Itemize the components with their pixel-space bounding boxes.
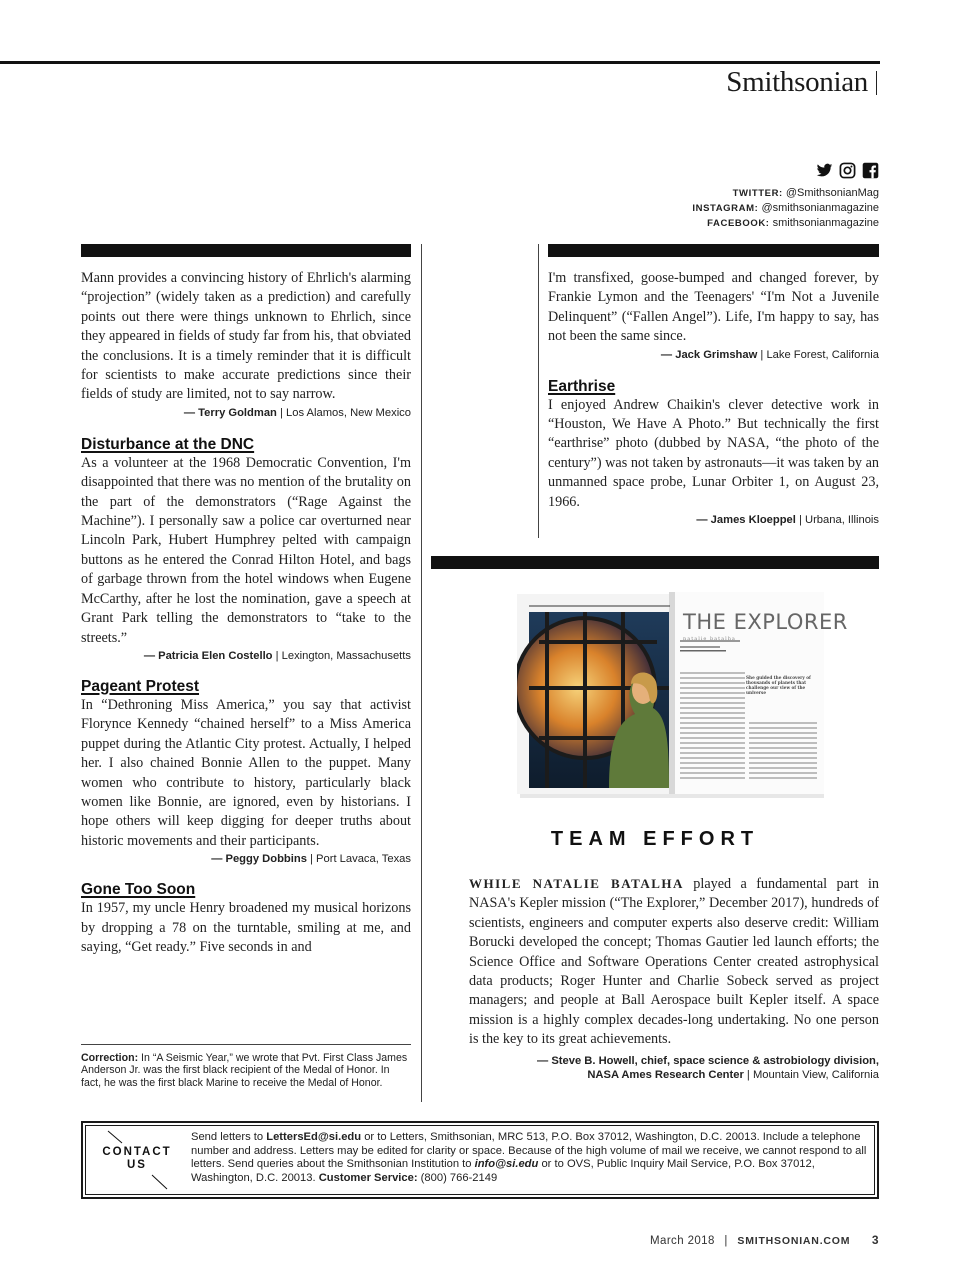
- location: Lake Forest, California: [766, 348, 879, 361]
- letter-cont-signature: — Jack Grimshaw | Lake Forest, California: [660, 348, 879, 361]
- heading-earthrise: Earthrise: [548, 377, 616, 395]
- contact-us-label: [96, 1146, 178, 1172]
- location: Urbana, Illinois: [805, 514, 879, 527]
- letter-earthrise-body: I enjoyed Andrew Chaikin's clever detective work in “Houston, We Have A Photo.” But technically the first “earthrise” photo (dubbed by NASA, “the photo of the century”) was not taken by astronauts—it was taken by an unmanned space probe, Lunar Orbiter 1, on August 23, 1966.: [548, 396, 879, 510]
- contact-text-2: or to Letters, Smithsonian, MRC 513, P.O. Box 37012, Washington, D.C. 20013. Include a telephone number and address. Letters may be edited for clarity or space. Because of the high volume of mail we receive, we cannot respond to all letters. Send queries about the Smithsonian Institution to: [191, 1131, 867, 1171]
- footer-page-number: 3: [871, 1233, 879, 1247]
- location: Mountain View, California: [752, 1068, 879, 1081]
- correction-label: Correction:: [81, 1052, 139, 1064]
- letter-cont-body: I'm transfixed, goose-bumped and changed forever, by Frankie Lymon and the Teenagers' “I'm Not a Juvenile Delinquent” (“Fallen Angel”). Life, I'm happy to say, has not been the same since.: [548, 270, 879, 345]
- correction-body: In “A Seismic Year,” we wrote that Pvt. First Class James Anderson Jr. was the first black recipient of the Medal of Honor. In fact, he was the first black Marine to receive the Medal of Honor.: [81, 1052, 408, 1089]
- author: — Peggy Dobbins: [211, 853, 307, 866]
- team-effort-signature: — Steve B. Howell, chief, space science & astrobiology division, NASA Ames Research Center | Mountain View, California: [537, 1054, 879, 1081]
- left-column-bar: [81, 244, 411, 257]
- letter-dnc-body: As a volunteer at the 1968 Democratic Convention, I'm disappointed that there was no mention of the brutality on the part of the demonstrators (“Rage Against the Machine”). I personally saw a police car overturned near Lincoln Park, Hubert Humphrey pelted with campaign buttons as he entered the Conrad Hilton Hotel, and bags of garbage thrown from the hotel windows when Eugene McCarthy, after he lost the nomination, gave a speech at Grant Park telling the demonstrators to “take to the streets.”: [81, 454, 411, 646]
- instagram-icon[interactable]: [839, 162, 856, 179]
- instagram-line[interactable]: [692, 201, 879, 216]
- letter-earthrise-signature: — James Kloeppel | Urbana, Illinois: [696, 514, 879, 527]
- letter-gone-body: In 1957, my uncle Henry broadened my musical horizons by dropping a 78 on the turntable, smiling at me, and saying, “Get ready.” Five seconds in and: [81, 900, 411, 955]
- social-handles: [692, 186, 879, 231]
- author: — Jack Grimshaw: [660, 348, 758, 361]
- heading-gone-too-soon: Gone Too Soon: [81, 881, 196, 899]
- customer-service-phone: (800) 766-2149: [417, 1171, 498, 1184]
- top-rule: [0, 61, 880, 64]
- location: Lexington, Massachusetts: [281, 649, 411, 662]
- footer-date: March 2018: [650, 1235, 715, 1247]
- facebook-icon[interactable]: [862, 162, 879, 179]
- team-effort-heading: TEAM EFFORT: [550, 828, 760, 850]
- letter-pageant-body: In “Dethroning Miss America,” you say that activist Florynce Kennedy “chained herself” to a Miss America puppet during the Atlantic City protest. Actually, I helped her. I also chained Bonnie Allen to the puppet. Many women who contribute to history, particularly black women like Bonnie, are ignored, even by historians. I hope others will keep digging for deeper truths about historic movements and their participants.: [81, 696, 411, 849]
- masthead-title: Smithsonian: [726, 66, 868, 98]
- info-email-link[interactable]: info@si.edu: [474, 1158, 539, 1171]
- right-column: [548, 269, 879, 526]
- letter-dnc-signature: — Patricia Elen Costello | Lexington, Massachusetts: [143, 649, 411, 662]
- correction-note: [81, 1052, 411, 1089]
- twitter-icon[interactable]: [816, 162, 833, 179]
- letter-pageant-signature: — Peggy Dobbins | Port Lavaca, Texas: [211, 853, 411, 866]
- customer-service-label: Customer Service:: [318, 1171, 418, 1184]
- contact-text-3: or to OVS, Public Inquiry Mail Service, P.O. Box 37012, Washington, D.C. 20013.: [191, 1158, 815, 1184]
- twitter-label: TWITTER:: [732, 188, 783, 199]
- letters-email-link[interactable]: LettersEd@si.edu: [266, 1131, 362, 1143]
- facebook-handle: smithsonianmagazine: [772, 217, 879, 229]
- instagram-label: INSTAGRAM:: [692, 203, 759, 214]
- instagram-handle: @smithsonianmagazine: [761, 202, 879, 214]
- spread-pull-quote: She guided the discovery of thousands of planets that challenge our view of the universe: [746, 675, 811, 695]
- location: Port Lavaca, Texas: [316, 853, 411, 866]
- right-column-bar: [548, 244, 879, 257]
- right-column-rule: [538, 244, 539, 538]
- heading-dnc: Disturbance at the DNC: [81, 435, 255, 453]
- facebook-line[interactable]: [692, 216, 879, 231]
- masthead-divider: [876, 71, 877, 95]
- location: Los Alamos, New Mexico: [286, 406, 411, 419]
- team-body-text: played a fundamental part in NASA's Kepler mission (“The Explorer,” December 2017), hundreds of scientists, engineers and computer experts also deserve credit: William Borucki developed the concept; Thomas Gautier led launch efforts; the Science Office and Software Operations Center created astrophysical data products; Roger Hunter and Charlie Sobeck served as project managers; and people at Ball Aerospace built Kepler itself. A space mission is a highly complex decades-long undertaking. No one person is the key to its great achievements.: [469, 876, 880, 1048]
- contact-text: [191, 1131, 871, 1185]
- social-icons: [816, 162, 879, 179]
- left-column: [81, 269, 411, 957]
- page-footer: March 2018 | SMITHSONIAN.COM 3: [650, 1233, 879, 1247]
- contact-label-line-1: CONTACT: [102, 1146, 172, 1158]
- author: — Patricia Elen Costello: [143, 649, 273, 662]
- spread-title: THE EXPLORER: [683, 610, 848, 634]
- facebook-label: FACEBOOK:: [707, 218, 770, 229]
- contact-text-1: Send letters to: [191, 1131, 267, 1143]
- author: — James Kloeppel: [696, 514, 796, 527]
- team-effort-body: [469, 874, 879, 1050]
- heading-pageant: Pageant Protest: [81, 677, 200, 695]
- spread-subtitle: natalie batalha: [683, 636, 736, 642]
- letter-intro-signature: — Terry Goldman | Los Alamos, New Mexico: [183, 406, 411, 419]
- contact-slash-top: [104, 1130, 124, 1144]
- left-column-rule: [421, 244, 422, 1102]
- author: — Terry Goldman: [183, 406, 277, 419]
- team-effort-letter: [469, 874, 879, 1082]
- footer-site[interactable]: SMITHSONIAN.COM: [737, 1235, 851, 1247]
- letter-intro-body: Mann provides a convincing history of Ehrlich's alarming “projection” (widely taken as a prediction) and carefully points out there were things unknown to Ehrlich, since they appeared in fields of study far from his, that obviated the conclusions. It is a timely reminder that it is difficult for scientists to make accurate predictions since their fields of study are limited, not to say narrow.: [81, 270, 411, 403]
- contact-label-line-2: US: [127, 1159, 147, 1171]
- team-lead-in: WHILE NATALIE BATALHA: [469, 876, 684, 891]
- contact-slash-bottom: [150, 1174, 170, 1190]
- correction-rule: [81, 1044, 411, 1045]
- author-line-1: — Steve B. Howell, chief, space science & astrobiology division,: [537, 1054, 879, 1067]
- twitter-line[interactable]: [692, 186, 879, 201]
- team-section-bar: [431, 556, 879, 569]
- author-line-2: NASA Ames Research Center: [587, 1068, 744, 1081]
- twitter-handle: @SmithsonianMag: [785, 187, 879, 199]
